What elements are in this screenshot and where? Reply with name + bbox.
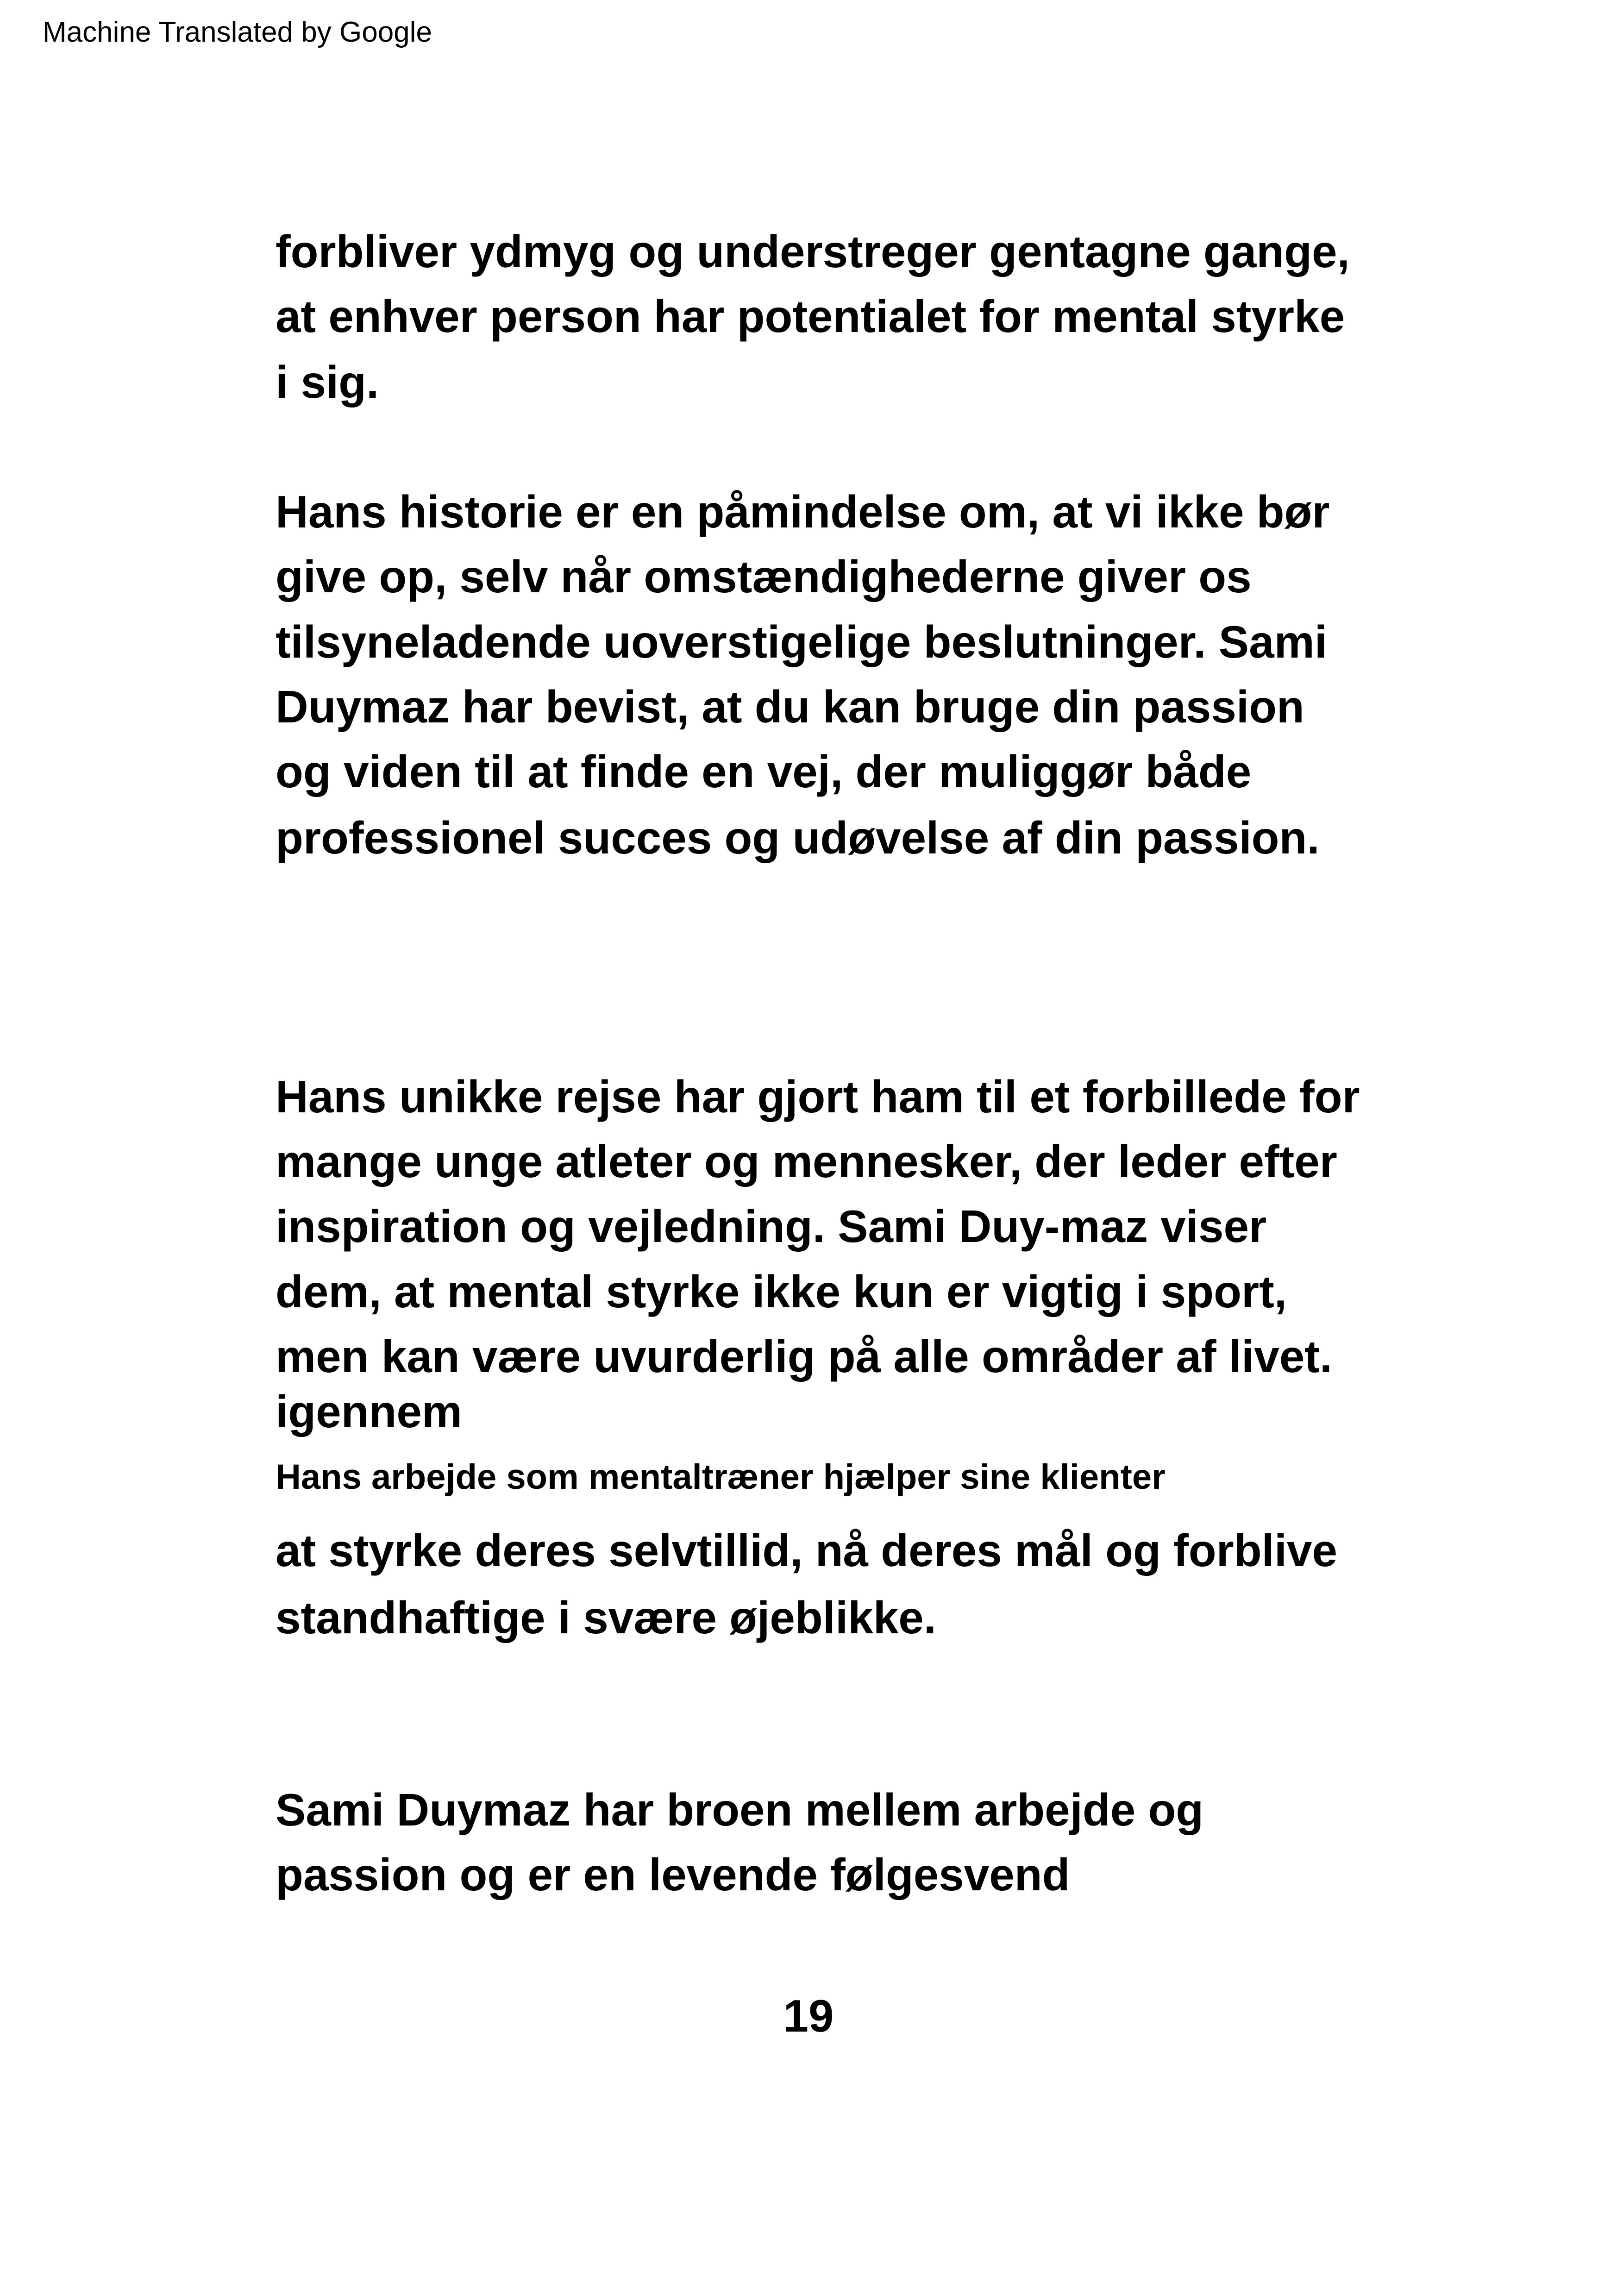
body-text-line: Duymaz har bevist, at du kan bruge din passion bbox=[276, 681, 1304, 732]
body-text-line: men kan være uvurderlig på alle områder af livet. bbox=[276, 1331, 1333, 1382]
body-text-line: at styrke deres selvtillid, nå deres mål og forblive bbox=[276, 1525, 1338, 1576]
page-number: 19 bbox=[783, 1990, 834, 2041]
body-text-line: Hans arbejde som mentaltræner hjælper sine klienter bbox=[276, 1457, 1166, 1497]
body-text-line: inspiration og vejledning. Sami Duy-maz viser bbox=[276, 1201, 1267, 1252]
body-text-line: Hans historie er en påmindelse om, at vi ikke bør bbox=[276, 486, 1330, 537]
body-text-line: at enhver person har potentialet for mental styrke bbox=[276, 291, 1345, 342]
body-text-line: i sig. bbox=[276, 357, 379, 408]
body-text-line: forbliver ydmyg og understreger gentagne gange, bbox=[276, 226, 1350, 277]
body-text-line: igennem bbox=[276, 1386, 462, 1437]
body-text-line: Sami Duymaz har broen mellem arbejde og bbox=[276, 1784, 1204, 1835]
machine-translation-watermark: Machine Translated by Google bbox=[43, 16, 432, 48]
body-text-line: Hans unikke rejse har gjort ham til et forbillede for bbox=[276, 1071, 1360, 1122]
body-text-line: tilsyneladende uoverstigelige beslutninger. Sami bbox=[276, 616, 1327, 667]
body-text-line: dem, at mental styrke ikke kun er vigtig i sport, bbox=[276, 1266, 1287, 1317]
body-text-line: standhaftige i svære øjeblikke. bbox=[276, 1592, 936, 1643]
body-text-line: give op, selv når omstændighederne giver os bbox=[276, 551, 1252, 602]
body-text-line: passion og er en levende følgesvend bbox=[276, 1849, 1070, 1900]
body-text-line: mange unge atleter og mennesker, der leder efter bbox=[276, 1136, 1337, 1187]
body-text-line: og viden til at finde en vej, der muliggør både bbox=[276, 746, 1252, 797]
body-text-line: professionel succes og udøvelse af din passion. bbox=[276, 812, 1320, 863]
